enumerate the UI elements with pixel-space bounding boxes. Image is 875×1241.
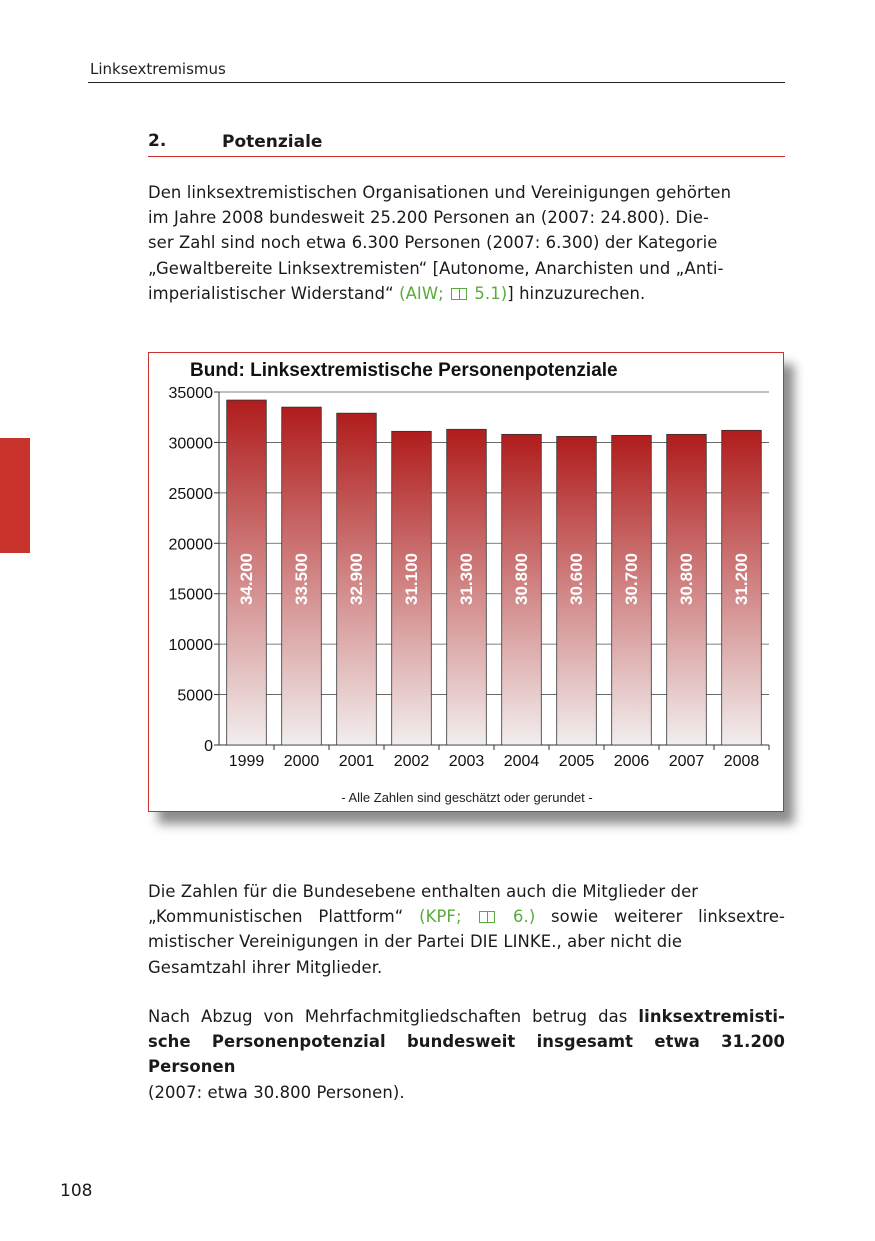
text-line bbox=[148, 1029, 785, 1079]
text-segment: Nach Abzug von Mehrfachmitgliedschaften betrug das bbox=[148, 1007, 628, 1026]
bar-value-label: 33.500 bbox=[292, 553, 311, 605]
text-line: Die Zahlen für die Bundesebene enthalten auch die Mitglieder der bbox=[148, 882, 699, 901]
text-segment: imperialistischer Widerstand“ bbox=[148, 283, 394, 303]
chart-frame bbox=[148, 352, 784, 812]
x-tick-label: 2001 bbox=[338, 753, 375, 770]
chart-footnote: - Alle Zahlen sind geschätzt oder gerundet - bbox=[341, 790, 593, 805]
text-line: Den linksextremistischen Organisationen und Vereinigungen gehörten bbox=[148, 183, 732, 202]
section-number: 2. bbox=[148, 131, 167, 151]
text-line bbox=[148, 281, 785, 306]
bar-value-label: 32.900 bbox=[347, 553, 366, 605]
x-tick-label: 2008 bbox=[723, 753, 760, 770]
bar-value-label: 30.800 bbox=[512, 553, 531, 605]
x-tick-label: 2005 bbox=[558, 753, 595, 770]
ref-label: (KPF; bbox=[419, 907, 462, 927]
y-tick-label: 25000 bbox=[168, 485, 213, 503]
text-line: mistischer Vereinigungen in der Partei DIE LINKE., aber nicht die bbox=[148, 932, 683, 952]
bold-text: sche Personenpotenzial bundesweit insgesamt etwa 31.200 Personen bbox=[148, 1032, 785, 1077]
x-tick-label: 2003 bbox=[448, 753, 485, 770]
x-tick-label: 2002 bbox=[393, 753, 430, 770]
bar-value-label: 30.800 bbox=[677, 553, 696, 605]
paragraph-3 bbox=[148, 1004, 785, 1105]
bar-value-label: 34.200 bbox=[237, 553, 256, 605]
x-tick-label: 2006 bbox=[613, 753, 650, 770]
text-line bbox=[148, 904, 785, 929]
x-tick-label: 2004 bbox=[503, 753, 540, 770]
text-line: „Gewaltbereite Linksextremisten“ [Autonome, Anarchisten und „Anti- bbox=[148, 258, 724, 278]
bar-value-label: 30.600 bbox=[567, 553, 586, 605]
bar-value-label: 31.200 bbox=[732, 553, 751, 605]
y-tick-label: 5000 bbox=[177, 687, 213, 705]
y-tick-label: 35000 bbox=[168, 385, 213, 402]
paragraph-2 bbox=[148, 879, 785, 980]
text-segment: „Kommunistischen Plattform“ bbox=[148, 907, 404, 927]
running-head: Linksextremismus bbox=[90, 60, 226, 78]
bar-value-label: 30.700 bbox=[622, 553, 641, 605]
text-segment: ] hinzuzurechen. bbox=[507, 283, 646, 303]
text-segment: sowie weiterer linksextre- bbox=[551, 907, 786, 927]
text-line bbox=[148, 1004, 785, 1029]
bold-text: linksextremisti- bbox=[638, 1007, 786, 1026]
cross-reference-kpf[interactable] bbox=[419, 907, 535, 926]
header-rule bbox=[88, 82, 785, 83]
text-line: ser Zahl sind noch etwa 6.300 Personen (2007: 6.300) der Kategorie bbox=[148, 233, 718, 253]
y-tick-label: 10000 bbox=[168, 637, 213, 655]
text-line: Gesamtzahl ihrer Mitglieder. bbox=[148, 957, 383, 977]
y-tick-label: 30000 bbox=[168, 435, 213, 453]
text-line: (2007: etwa 30.800 Personen). bbox=[148, 1082, 405, 1102]
text-line: im Jahre 2008 bundesweit 25.200 Personen an (2007: 24.800). Die- bbox=[148, 208, 710, 228]
cross-reference-aiw[interactable] bbox=[399, 284, 507, 303]
section-rule bbox=[148, 156, 785, 157]
x-tick-label: 2000 bbox=[283, 753, 320, 770]
ref-target: 6.) bbox=[513, 907, 536, 927]
book-icon bbox=[479, 911, 495, 923]
x-tick-label: 1999 bbox=[228, 753, 265, 770]
page-number: 108 bbox=[60, 1181, 93, 1201]
y-tick-label: 20000 bbox=[168, 536, 213, 554]
ref-label: (AIW; bbox=[399, 283, 444, 303]
chart-title: Bund: Linksextremistische Personenpotenziale bbox=[190, 360, 618, 381]
bar-chart bbox=[149, 353, 785, 813]
ref-target: 5.1) bbox=[474, 283, 508, 303]
bar-value-label: 31.100 bbox=[402, 553, 421, 605]
chapter-side-tab bbox=[0, 438, 30, 553]
x-tick-label: 2007 bbox=[668, 753, 705, 770]
y-tick-label: 0 bbox=[204, 738, 213, 755]
bar-value-label: 31.300 bbox=[457, 553, 476, 605]
section-title: Potenziale bbox=[222, 132, 323, 152]
y-tick-label: 15000 bbox=[168, 586, 213, 604]
paragraph-1 bbox=[148, 180, 785, 306]
book-icon bbox=[451, 288, 467, 300]
